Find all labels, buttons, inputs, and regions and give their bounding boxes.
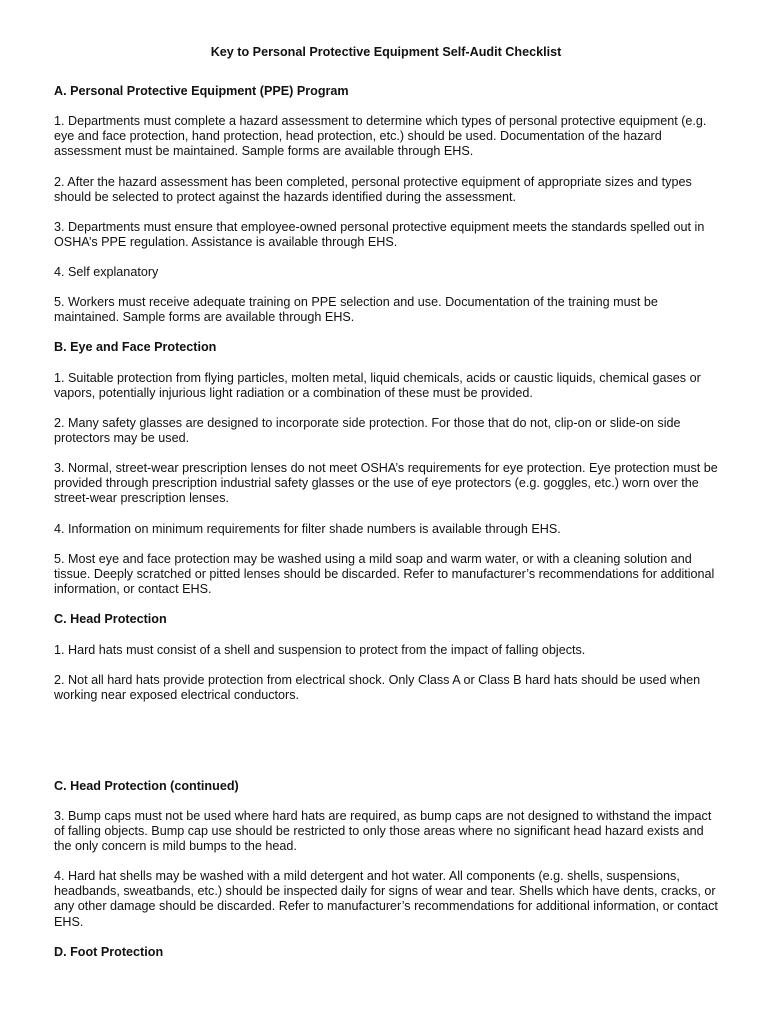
section-a-item-4: 4. Self explanatory xyxy=(54,265,159,279)
section-a-heading: A. Personal Protective Equipment (PPE) Program xyxy=(54,84,349,98)
section-b-heading: B. Eye and Face Protection xyxy=(54,340,217,354)
section-c-item-1: 1. Hard hats must consist of a shell and suspension to protect from the impact of falling objects. xyxy=(54,643,586,657)
section-d-heading: D. Foot Protection xyxy=(54,945,164,959)
section-b-item-4: 4. Information on minimum requirements for filter shade numbers is available through EHS. xyxy=(54,522,561,536)
section-b-item-5: 5. Most eye and face protection may be washed using a mild soap and warm water, or with a cleaning solution and tissue. Deeply scratched or pitted lenses should be discarded. Refer to manufacturer’s recommendations for additional information, or contact EHS. xyxy=(54,552,715,597)
section-c-heading: C. Head Protection xyxy=(54,612,167,626)
section-c-continued-heading: C. Head Protection (continued) xyxy=(54,779,239,793)
section-a-item-3: 3. Departments must ensure that employee-owned personal protective equipment meets the standards spelled out in OSHA’s PPE regulation. Assistance is available through EHS. xyxy=(54,220,705,250)
section-b-item-1: 1. Suitable protection from flying particles, molten metal, liquid chemicals, acids or caustic liquids, chemical gases or vapors, potentially injurious light radiation or a combination of these must be provided. xyxy=(54,371,701,401)
section-a-item-2: 2. After the hazard assessment has been completed, personal protective equipment of appropriate sizes and types should be selected to protect against the hazards identified during the assessment. xyxy=(54,175,692,205)
section-c-item-3: 3. Bump caps must not be used where hard hats are required, as bump caps are not designed to withstand the impact of falling objects. Bump cap use should be restricted to only those areas where no significant head hazard exists and the only concern is mild bumps to the head. xyxy=(54,809,712,854)
section-c-item-4: 4. Hard hat shells may be washed with a mild detergent and hot water. All components (e.g. shells, suspensions, headbands, sweatbands, etc.) should be inspected daily for signs of wear and tear. Shells which have dents, cracks, or any other damage should be discarded. Refer to manufacturer’s recommendations for additional information, or contact EHS. xyxy=(54,869,718,929)
document-title: Key to Personal Protective Equipment Self-Audit Checklist xyxy=(210,45,562,59)
section-a-item-1: 1. Departments must complete a hazard assessment to determine which types of personal protective equipment (e.g. eye and face protection, hand protection, head protection, etc.) should be used. Documentation of the hazard assessment must be maintained. Sample forms are available through EHS. xyxy=(54,114,707,159)
section-a-item-5: 5. Workers must receive adequate training on PPE selection and use. Documentation of the training must be maintained. Sample forms are available through EHS. xyxy=(54,295,658,325)
section-c-item-2: 2. Not all hard hats provide protection from electrical shock. Only Class A or Class B hard hats should be used when working near exposed electrical conductors. xyxy=(54,673,701,703)
section-b-item-2: 2. Many safety glasses are designed to incorporate side protection. For those that do not, clip-on or slide-on side protectors may be used. xyxy=(54,416,681,446)
section-b-item-3: 3. Normal, street-wear prescription lenses do not meet OSHA’s requirements for eye protection. Eye protection must be provided through prescription industrial safety glasses or the use of eye protectors (e.g. goggles, etc.) worn over the street-wear prescription lenses. xyxy=(54,461,718,506)
